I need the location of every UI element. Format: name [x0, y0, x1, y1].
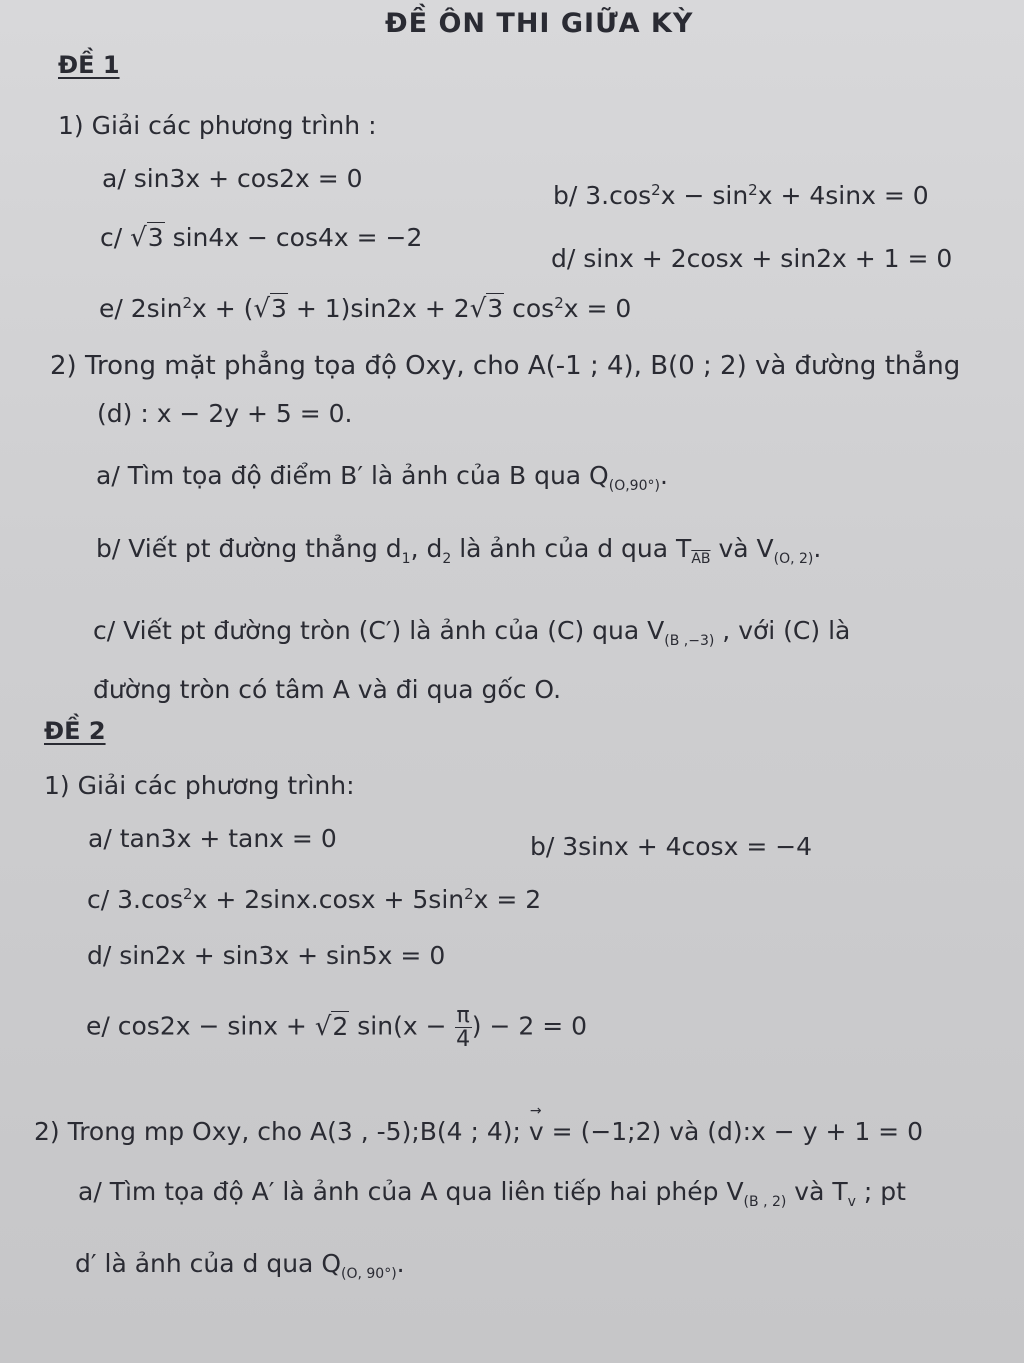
de1-q1-prompt: 1) Giải các phương trình : [58, 111, 377, 140]
de1-q1-a: a/ sin3x + cos2x = 0 [102, 164, 363, 193]
de2-q1-a: a/ tan3x + tanx = 0 [88, 824, 337, 853]
de1-q1-e: e/ $2\sin^2x + (√3 + 1)\sin 2x + 2√3$ $\cos^2x = 0$ [99, 294, 632, 324]
document-title: ĐỀ ÔN THI GIỮA KỲ [385, 8, 694, 39]
de1-q2-a: a/ Tìm tọa độ điểm B′ là ảnh của B qua $Q_{(O,90^\circ)}$. [96, 461, 668, 494]
de2-q1-prompt: 1) Giải các phương trình: [44, 771, 355, 800]
de1-q1-b: b/ $3.\cos^2x - \sin^2x + 4\sin x = 0$ [553, 181, 929, 210]
de1-q2-b: b/ Viết pt đường thẳng $d_1$, $d_2$ là ảnh của d qua $T_{\overline{AB}}$ và $V_{(O, 2)}$. [96, 534, 822, 567]
sqrt-symbol: √3 [253, 294, 287, 324]
section-heading-de-1: ĐỀ 1 [58, 51, 120, 79]
sqrt-symbol: √2 [314, 1011, 349, 1042]
fraction-pi-over-4: $\frac{\pi}{4}$ [456, 1003, 471, 1053]
de2-q1-e: e/ cos2x − sinx + √2 sin(x − $\frac{\pi}{4}$ ) − 2 = 0 [86, 1003, 587, 1053]
de2-q2-a: a/ Tìm tọa độ A′ là ảnh của A qua liên tiếp hai phép $V_{(B , 2)}$ và $T_v$ ; pt [78, 1177, 906, 1210]
de2-q2-a-line2: d′ là ảnh của d qua $Q_{(O, 90^\circ)}$. [75, 1249, 405, 1282]
vector-v-symbol: → v [529, 1118, 544, 1147]
de1-q1-d: d/ sinx + 2cosx + sin2x + 1 = 0 [551, 244, 953, 273]
sqrt-symbol: √3 [469, 294, 504, 324]
de1-q2-c: c/ Viết pt đường tròn (C′) là ảnh của (C) qua $V_{(B ,-3)}$ , với (C) là [93, 616, 851, 649]
de1-q1-c: c/ √3 sin4x − cos4x = −2 [100, 223, 423, 253]
de2-q1-b: b/ 3sinx + 4cosx = −4 [530, 832, 813, 861]
de2-q2-line1: 2) Trong mp Oxy, cho A(3 , -5);B(4 ; 4); → v = (−1;2) và (d):x − y + 1 = 0 [34, 1118, 923, 1147]
sqrt-symbol: √3 [130, 223, 164, 253]
section-heading-de-2: ĐỀ 2 [44, 717, 106, 745]
de1-q2-c-line2: đường tròn có tâm A và đi qua gốc O. [93, 675, 562, 704]
de1-q2-line1: 2) Trong mặt phẳng tọa độ Oxy, cho A(-1 ; 4), B(0 ; 2) và đường thẳng [50, 351, 961, 381]
de2-q1-d: d/ sin2x + sin3x + sin5x = 0 [87, 941, 446, 970]
de1-q2-line2: (d) : x − 2y + 5 = 0. [97, 399, 353, 428]
de2-q1-c: c/ $3.\cos^2x + 2\sin x.\cos x + 5\sin^2x = 2$ [87, 885, 542, 914]
